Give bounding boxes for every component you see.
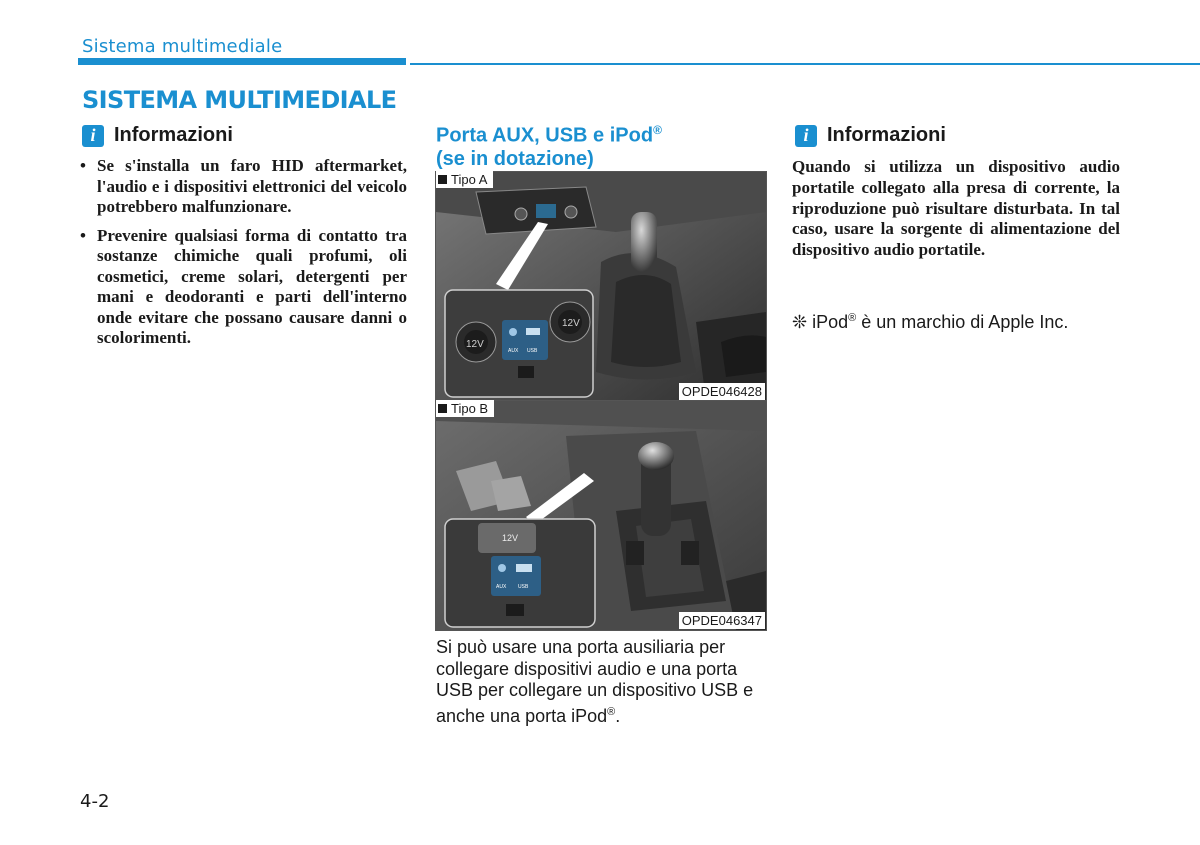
square-bullet-icon [438, 175, 447, 184]
trademark-note [792, 312, 1068, 333]
info-title: Informazioni [827, 124, 946, 146]
info-title: Informazioni [114, 124, 233, 146]
running-header: Sistema multimediale [82, 36, 283, 57]
registered-mark: ® [848, 312, 857, 324]
aux-usb-description-end: . [615, 705, 621, 726]
figure-a-code: OPDE046428 [679, 383, 765, 400]
figure-a-12v-left-label: 12V [466, 339, 484, 350]
registered-mark: ® [653, 123, 662, 137]
figure-a-tag [436, 171, 493, 188]
figure-a-12v-right-label: 12V [562, 318, 580, 329]
subsection-title [436, 119, 766, 171]
registered-mark: ® [607, 705, 616, 718]
right-info-heading [795, 124, 946, 147]
figure-b-12v-label: 12V [502, 533, 519, 543]
figure-b-code: OPDE046347 [679, 612, 765, 629]
subsection-title-line1: Porta AUX, USB e iPod [436, 124, 654, 147]
figure-b-tag-label: Tipo B [451, 401, 489, 416]
figure-b-usb-label: USB [518, 584, 529, 590]
aux-usb-description-text: Si può usare una porta ausiliaria per collegare dispositivi audio e una porta USB per collegare un dispositivo USB e anche una porta iPod [436, 637, 754, 726]
figure-b-aux-label: AUX [496, 584, 507, 590]
bullet-item: • Se s'installa un faro HID aftermarket, l'audio e i dispositivi elettronici del veicolo potrebbero malfunzionare. [80, 156, 407, 218]
bullet-item: • Prevenire qualsiasi forma di contatto tra sostanze chimiche quali profumi, oli cosmetici, creme solari, detergenti per mani e deodoranti e parti dell'interno onde evitare che possano causare danni o scolorimenti. [80, 226, 407, 349]
trademark-note-text-b: è un marchio di Apple Inc. [856, 312, 1069, 332]
figure-b-photo [435, 400, 767, 631]
square-bullet-icon [438, 404, 447, 413]
figure-a-photo [435, 171, 767, 402]
trademark-note-text-a: iPod [807, 312, 849, 332]
info-bullet-list [80, 156, 407, 357]
info-icon: i [82, 125, 104, 147]
figure-a-usb-label: USB [527, 348, 538, 354]
console-type-b-illustration [436, 401, 766, 630]
figure-a-tag-label: Tipo A [451, 172, 488, 187]
console-type-a-illustration [436, 172, 766, 401]
subsection-title-line2: (se in dotazione) [436, 147, 594, 170]
left-info-heading [82, 124, 233, 147]
aux-usb-description [436, 637, 766, 727]
asterisk-icon: ❊ [792, 312, 808, 332]
info-icon: i [795, 125, 817, 147]
header-rule-thick [78, 58, 406, 65]
page-number: 4-2 [80, 791, 110, 812]
header-rule-thin [410, 63, 1200, 65]
figure-a-aux-label: AUX [508, 348, 519, 354]
power-note-paragraph: Quando si utilizza un dispositivo audio portatile collegato alla presa di corrente, la riproduzione può risultare disturbata. In tal caso, usare la sorgente di alimentazione del dispositivo audio portatile. [792, 157, 1120, 260]
section-title: SISTEMA MULTIMEDIALE [82, 86, 397, 114]
figure-b-tag [436, 400, 494, 417]
